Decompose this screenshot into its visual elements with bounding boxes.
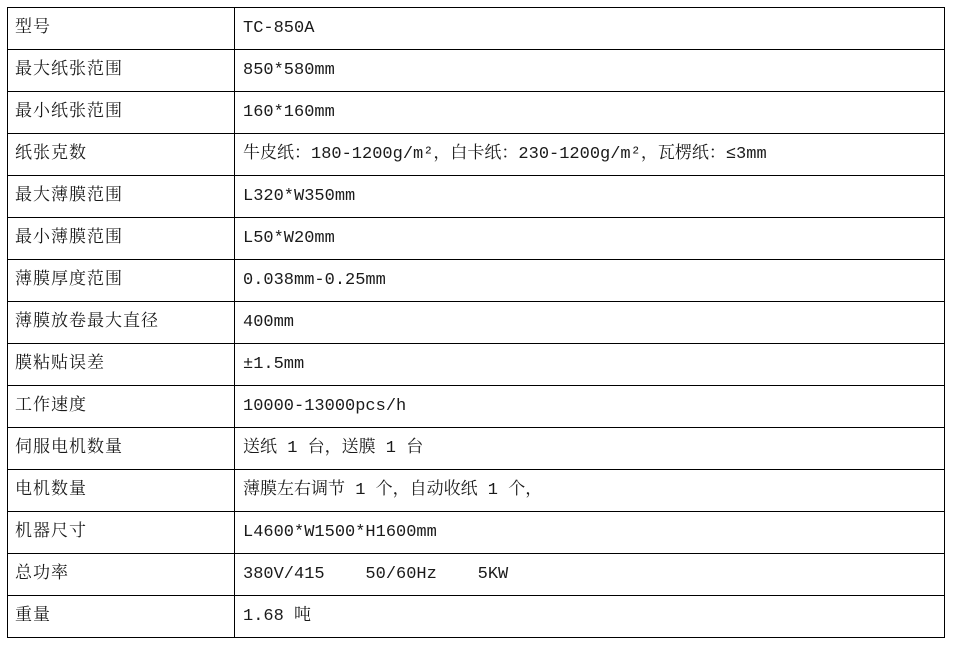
spec-label: 伺服电机数量 — [8, 428, 235, 470]
spec-value: 400mm — [235, 302, 945, 344]
spec-label: 型号 — [8, 8, 235, 50]
spec-value: L4600*W1500*H1600mm — [235, 512, 945, 554]
row-working-speed — [8, 386, 945, 428]
spec-label: 纸张克数 — [8, 134, 235, 176]
spec-label: 薄膜厚度范围 — [8, 260, 235, 302]
row-machine-dimensions — [8, 512, 945, 554]
spec-label: 薄膜放卷最大直径 — [8, 302, 235, 344]
spec-value: 380V/415 50/60Hz 5KW — [235, 554, 945, 596]
spec-label: 总功率 — [8, 554, 235, 596]
spec-value: 1.68 吨 — [235, 596, 945, 638]
row-film-thickness-range — [8, 260, 945, 302]
spec-label: 重量 — [8, 596, 235, 638]
row-film-lamination-tolerance — [8, 344, 945, 386]
row-min-paper-size — [8, 92, 945, 134]
spec-value: 薄膜左右调节 1 个，自动收纸 1 个， — [235, 470, 945, 512]
spec-value: 0.038mm-0.25mm — [235, 260, 945, 302]
spec-value: L320*W350mm — [235, 176, 945, 218]
row-motor-count — [8, 470, 945, 512]
spec-label: 工作速度 — [8, 386, 235, 428]
row-min-film-size — [8, 218, 945, 260]
spec-label: 膜粘贴误差 — [8, 344, 235, 386]
spec-value: 送纸 1 台，送膜 1 台 — [235, 428, 945, 470]
spec-label: 电机数量 — [8, 470, 235, 512]
row-max-film-size — [8, 176, 945, 218]
row-weight — [8, 596, 945, 638]
row-total-power — [8, 554, 945, 596]
spec-label: 机器尺寸 — [8, 512, 235, 554]
spec-label: 最大纸张范围 — [8, 50, 235, 92]
spec-value: 850*580mm — [235, 50, 945, 92]
row-model — [8, 8, 945, 50]
spec-label: 最大薄膜范围 — [8, 176, 235, 218]
spec-label: 最小薄膜范围 — [8, 218, 235, 260]
spec-label: 最小纸张范围 — [8, 92, 235, 134]
spec-table — [7, 7, 945, 638]
spec-value: TC-850A — [235, 8, 945, 50]
spec-value: 10000-13000pcs/h — [235, 386, 945, 428]
row-max-paper-size — [8, 50, 945, 92]
row-servo-motor-count — [8, 428, 945, 470]
row-film-roll-max-diameter — [8, 302, 945, 344]
spec-value: 牛皮纸：180-1200g/m²，白卡纸：230-1200g/m²，瓦楞纸：≤3mm — [235, 134, 945, 176]
row-paper-weight — [8, 134, 945, 176]
spec-value: ±1.5mm — [235, 344, 945, 386]
spec-value: L50*W20mm — [235, 218, 945, 260]
spec-value: 160*160mm — [235, 92, 945, 134]
